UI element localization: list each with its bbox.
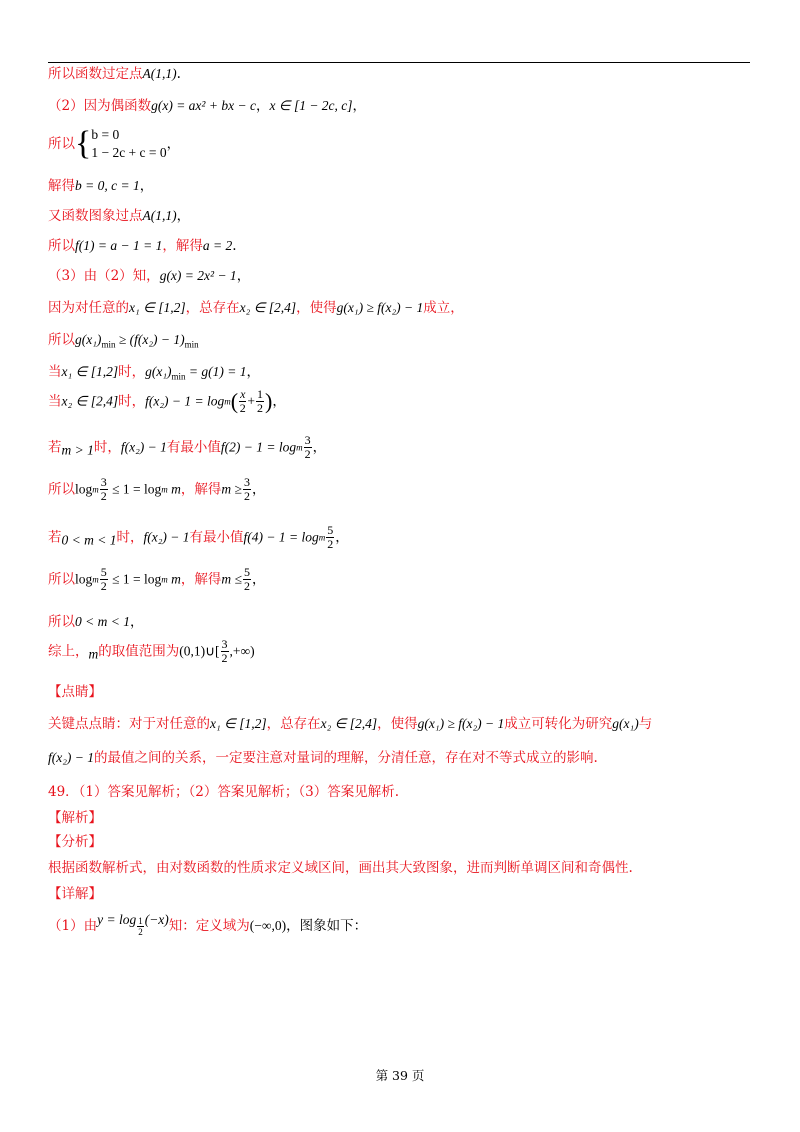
text: 的最值之间的关系，一定要注意对量词的理解，分清任意，存在对不等式成立的影响. xyxy=(94,750,598,766)
line-20 xyxy=(48,748,758,768)
denominator: 2 xyxy=(257,401,264,415)
math: m xyxy=(88,646,99,662)
denominator: 2 xyxy=(100,579,107,593)
punct: ， xyxy=(139,178,154,194)
math: x₁ ∈ [1,2] xyxy=(61,364,119,379)
text: 时， xyxy=(118,364,146,380)
line-17 xyxy=(48,638,758,678)
text: 时， xyxy=(116,529,144,546)
text: ，总存在 xyxy=(185,300,240,316)
fraction xyxy=(137,916,144,937)
numerator: 1 xyxy=(257,387,264,401)
eq-1: b = 0 xyxy=(91,127,120,142)
punct: ， xyxy=(255,98,270,114)
punct: ， xyxy=(352,98,367,114)
text: 当 xyxy=(48,393,62,410)
numerator: x xyxy=(240,387,246,401)
subscript: min xyxy=(184,339,199,350)
text: ，解得 xyxy=(162,238,203,254)
line-7 xyxy=(48,266,758,286)
text: 与 xyxy=(638,716,653,732)
fraction xyxy=(243,566,251,593)
math: g(x₁) xyxy=(145,364,172,379)
math: m xyxy=(167,481,181,497)
numerator: 5 xyxy=(100,565,107,579)
text: 所以 xyxy=(48,332,75,348)
punct: ， xyxy=(272,393,286,410)
subscript: m xyxy=(92,574,99,585)
text: 又函数图象过点 xyxy=(48,208,143,224)
fraction xyxy=(256,388,264,415)
subscript: m xyxy=(161,574,168,585)
subscript: m xyxy=(296,442,303,453)
math: b = 0, c = 1 xyxy=(75,178,140,193)
numerator: 3 xyxy=(221,637,228,651)
math: A(1,1) xyxy=(142,208,177,223)
math: f(x₂) − 1 xyxy=(120,439,167,455)
line-6 xyxy=(48,236,758,256)
math: x₁ ∈ [1,2] xyxy=(129,300,186,315)
line-3 xyxy=(48,126,758,166)
line-13 xyxy=(48,476,758,516)
subscript: m xyxy=(318,532,326,543)
subscript: min xyxy=(101,339,116,350)
math: ≤ 1 = log xyxy=(108,481,162,497)
math: f(x₂) − 1 xyxy=(143,529,190,545)
text: ，使得 xyxy=(296,300,337,316)
text: （3）由（2）知， xyxy=(48,268,160,284)
math: log xyxy=(75,571,93,587)
eq-2: 1 − 2c + c = 0 xyxy=(91,145,167,160)
math: ≥ (f(x₂) − 1) xyxy=(115,332,185,347)
punct: . xyxy=(176,66,181,82)
denominator: 2 xyxy=(304,447,311,461)
punct: ， xyxy=(246,364,260,380)
fraction xyxy=(100,476,108,503)
text: （1）由 xyxy=(48,918,98,934)
denominator: 2 xyxy=(243,579,250,593)
text: 有最小值 xyxy=(166,439,221,456)
line-11: 当x₂ ∈ [2,4]时，f(x₂) − 1 = logm( $\frac{x}{2}$ + $\frac{1}{2}$ )， xyxy=(48,387,286,415)
fraction xyxy=(243,476,251,503)
text: 成立， xyxy=(423,300,464,316)
text: 解得 xyxy=(48,178,75,194)
answer-49: 49．（1）答案见解析；（2）答案见解析；（3）答案见解析. xyxy=(48,784,399,800)
denominator: 2 xyxy=(100,489,107,503)
line-4 xyxy=(48,176,758,196)
text: 的取值范围为 xyxy=(98,643,180,660)
text: 所以函数过定点 xyxy=(48,66,143,82)
brace-icon: { xyxy=(75,125,92,162)
text: 若 xyxy=(48,529,62,546)
math: (0,1)∪[ xyxy=(179,643,220,659)
section-heading-jiexi: 【解析】 xyxy=(48,810,102,826)
text: ，使得 xyxy=(377,716,418,732)
numerator: 3 xyxy=(304,433,311,447)
math: f(x₂) − 1 = log xyxy=(145,393,225,409)
numerator: 3 xyxy=(243,475,250,489)
punct: ， xyxy=(129,614,144,630)
math: ,+∞) xyxy=(229,643,255,659)
numerator: 3 xyxy=(100,475,107,489)
subscript: m xyxy=(92,484,99,495)
math: g(x) = ax² + bx − c xyxy=(151,98,256,113)
denominator: 2 xyxy=(243,489,250,503)
math: x₂ ∈ [2,4] xyxy=(320,716,378,731)
text: ，解得 xyxy=(180,571,222,588)
punct: ， xyxy=(166,136,181,152)
text: 时， xyxy=(93,439,121,456)
math: (−∞,0) xyxy=(249,918,287,933)
math: = g(1) = 1 xyxy=(185,364,247,379)
text: 若 xyxy=(48,439,62,456)
line-15 xyxy=(48,566,758,606)
text: 关键点点睛：对于对任意的 xyxy=(48,716,210,732)
punct: ， xyxy=(335,529,349,546)
text: 所以 xyxy=(48,571,75,588)
text: （2）因为偶函数 xyxy=(48,98,152,114)
text: 因为对任意的 xyxy=(48,300,129,316)
math: x₁ ∈ [1,2] xyxy=(210,716,267,731)
fraction xyxy=(304,434,312,461)
line-9 xyxy=(48,330,758,350)
numerator: 5 xyxy=(327,523,334,537)
fraction xyxy=(100,566,108,593)
math: a = 2 xyxy=(202,238,233,253)
math: 0 < m < 1 xyxy=(61,532,117,548)
punct: ， xyxy=(251,571,266,588)
line-2 xyxy=(48,96,758,116)
punct: . xyxy=(232,238,237,254)
math: y = log xyxy=(97,912,137,927)
punct: ， xyxy=(312,439,327,456)
page-number: 第 39 页 xyxy=(375,1068,425,1083)
line-12 xyxy=(48,434,758,474)
analysis-text: 根据函数解析式，由对数函数的性质求定义域区间，画出其大致图象，进而判断单调区间和奇偶性. xyxy=(48,860,633,876)
line-1 xyxy=(48,64,758,84)
text: 所以 xyxy=(48,238,75,254)
math: f(2) − 1 = log xyxy=(220,439,297,455)
denominator: 2 xyxy=(221,651,228,665)
math: g(x₁) xyxy=(612,716,639,731)
math: f(1) = a − 1 = 1 xyxy=(75,238,163,253)
math: x₂ ∈ [2,4] xyxy=(239,300,297,315)
text: 所以 xyxy=(48,136,75,152)
text: 综上， xyxy=(48,643,89,660)
fraction xyxy=(221,638,229,665)
section-heading-xiangjie: 【详解】 xyxy=(48,886,102,902)
math: m ≥ xyxy=(221,481,242,497)
text: 有最小值 xyxy=(189,529,244,546)
paren: ( xyxy=(230,388,239,414)
math: g(x) = 2x² − 1 xyxy=(159,268,237,283)
text: 时， xyxy=(118,393,146,410)
text: 知：定义域为 xyxy=(168,918,250,934)
line-8 xyxy=(48,298,758,318)
text: 当 xyxy=(48,364,62,380)
punct: ， xyxy=(236,268,251,284)
numerator: 5 xyxy=(243,565,250,579)
text: 成立可转化为研究 xyxy=(504,716,613,732)
line-14 xyxy=(48,524,758,564)
equation-system xyxy=(91,126,166,162)
math: x₂ ∈ [2,4] xyxy=(61,393,119,409)
numerator: 1 xyxy=(138,915,143,926)
subscript: m xyxy=(224,396,231,407)
punct: ， xyxy=(176,208,191,224)
math: log xyxy=(75,481,93,497)
math: (−x) xyxy=(144,912,169,927)
section-heading-fenxi: 【分析】 xyxy=(48,834,102,850)
math: ≤ 1 = log xyxy=(108,571,162,587)
punct: ， xyxy=(251,481,266,498)
fraction xyxy=(326,524,334,551)
fraction xyxy=(239,388,246,415)
math: g(x₁) xyxy=(75,332,102,347)
math: x ∈ [1 − 2c, c] xyxy=(269,98,353,113)
math: f(4) − 1 = log xyxy=(243,529,319,545)
text: ，总存在 xyxy=(266,716,321,732)
header-rule xyxy=(48,62,750,63)
math: f(x₂) − 1 xyxy=(48,750,95,765)
subscript: m xyxy=(161,484,168,495)
paren: ) xyxy=(265,388,273,414)
line-5 xyxy=(48,206,758,226)
math: g(x₁) ≥ f(x₂) − 1 xyxy=(336,300,424,315)
line-26 xyxy=(48,910,758,946)
text: ，图象如下： xyxy=(286,918,368,934)
text: 所以 xyxy=(48,614,75,630)
math: m ≤ xyxy=(221,571,242,587)
section-heading-dianjing: 【点睛】 xyxy=(48,684,102,700)
denominator: 2 xyxy=(327,537,334,551)
math: A(1,1) xyxy=(142,66,177,81)
line-10 xyxy=(48,362,758,382)
text: ，解得 xyxy=(180,481,222,498)
document-body xyxy=(48,64,758,937)
line-19 xyxy=(48,714,758,734)
math: g(x₁) ≥ f(x₂) − 1 xyxy=(417,716,505,731)
subscript: min xyxy=(171,371,186,382)
math: 0 < m < 1 xyxy=(75,614,130,629)
math: m > 1 xyxy=(61,442,94,458)
denominator: 2 xyxy=(138,926,143,937)
line-16 xyxy=(48,612,758,632)
text: 所以 xyxy=(48,481,75,498)
denominator: 2 xyxy=(239,401,246,415)
math: m xyxy=(167,571,181,587)
